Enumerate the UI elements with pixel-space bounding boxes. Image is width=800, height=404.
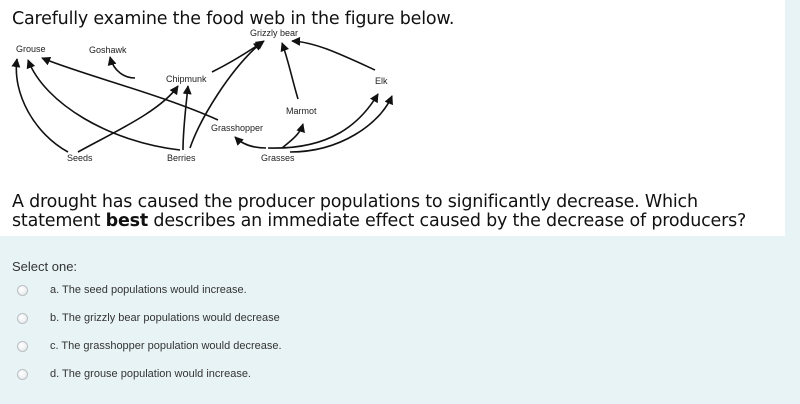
select-one-label: Select one:	[12, 259, 78, 274]
food-web-labels	[16, 28, 388, 163]
node-chipmunk: Chipmunk	[166, 74, 207, 84]
node-goshawk: Goshawk	[89, 45, 127, 55]
arrow-grasses-to-elk-b	[290, 96, 392, 152]
question-emphasis: best	[105, 211, 149, 231]
node-seeds: Seeds	[67, 153, 93, 163]
radio-button-b[interactable]	[17, 313, 28, 324]
question-line-2-end: describes an immediate effect caused by the decrease of producers?	[148, 211, 747, 231]
answer-option-b[interactable]	[12, 308, 432, 328]
arrow-marmot-to-grizzly	[282, 43, 298, 99]
answer-option-b-label[interactable]: b. The grizzly bear populations would decrease	[50, 312, 280, 324]
arrow-seeds-to-grouse	[16, 59, 68, 152]
question-intro: Carefully examine the food web in the figure below.	[12, 9, 455, 29]
node-marmot: Marmot	[286, 106, 317, 116]
food-web-arrows	[16, 41, 392, 152]
node-grouse: Grouse	[16, 44, 46, 54]
arrow-grasses-to-marmot	[282, 124, 303, 148]
node-grizzly-bear: Grizzly bear	[250, 28, 299, 38]
arrow-grasses-to-grasshopper	[235, 137, 266, 148]
answer-option-a[interactable]	[12, 280, 432, 300]
answer-option-d-label[interactable]: d. The grouse population would increase.	[50, 368, 251, 380]
arrow-seeds-to-chipmunk	[78, 86, 178, 152]
arrow-berries-to-grouse	[28, 60, 180, 150]
arrow-grasshopper-to-grouse	[42, 58, 218, 120]
radio-button-d[interactable]	[17, 369, 28, 380]
radio-button-c[interactable]	[17, 341, 28, 352]
node-grasshopper: Grasshopper	[211, 123, 264, 133]
food-web-diagram	[0, 24, 785, 174]
arrow-elk-to-grizzly	[292, 41, 375, 70]
answer-option-c-label[interactable]: c. The grasshopper population would decrease.	[50, 340, 282, 352]
arrow-berries-to-chipmunk	[183, 86, 188, 150]
arrow-grasses-to-elk-a	[268, 94, 378, 148]
question-line-2-start: statement	[12, 211, 106, 231]
arrow-grouse-to-goshawk	[110, 57, 135, 78]
question-line-1: A drought has caused the producer populations to significantly decrease. Which	[12, 192, 698, 212]
node-grasses: Grasses	[261, 153, 295, 163]
node-elk: Elk	[375, 76, 388, 86]
node-berries: Berries	[167, 153, 196, 163]
question-line-2	[12, 211, 746, 231]
answer-option-a-label[interactable]: a. The seed populations would increase.	[50, 284, 247, 296]
answer-option-d[interactable]	[12, 364, 432, 384]
radio-button-a[interactable]	[17, 285, 28, 296]
answer-option-c[interactable]	[12, 336, 432, 356]
